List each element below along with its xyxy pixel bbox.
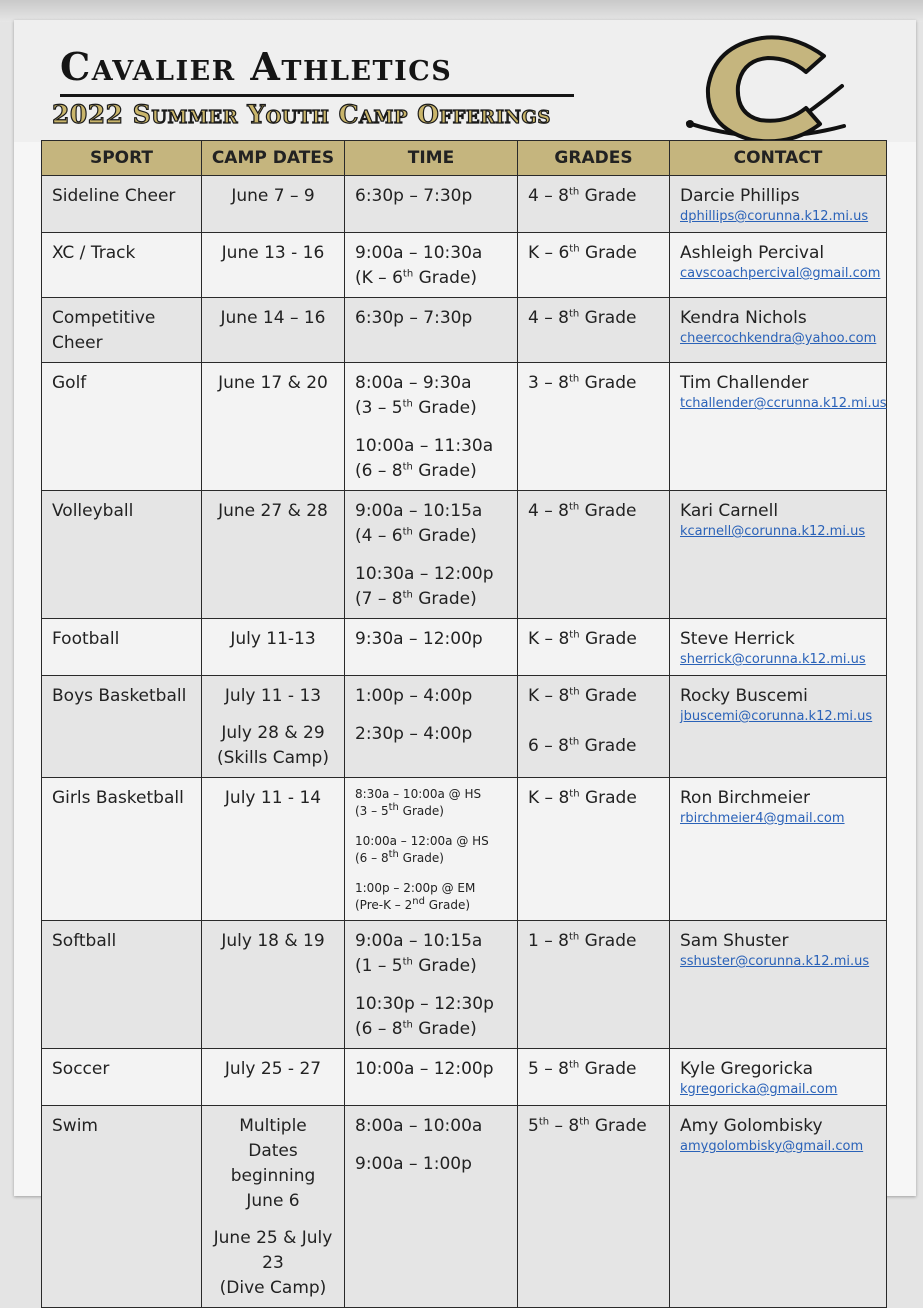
contact-cell [670,1049,887,1106]
top-strip [0,0,923,22]
contact-name: Ashleigh Percival [680,243,825,263]
grade-range: 5 – 8th Grade [528,1059,637,1079]
time-cell [345,491,518,619]
camp-date: June 25 & July 23 (Dive Camp) [213,1228,333,1298]
table-row [42,778,887,921]
camp-dates-cell [202,491,345,619]
sport-cell: Soccer [42,1049,202,1106]
time-cell [345,233,518,298]
contact-cell [670,233,887,298]
time-slot: 6:30p – 7:30p [355,186,473,206]
time-slot: 1:00p – 2:00p @ EM (Pre-K – 2nd Grade) [355,881,476,912]
contact-name: Steve Herrick [680,629,795,649]
contact-name: Kari Carnell [680,501,779,521]
time-cell [345,676,518,778]
contact-email-link[interactable]: amygolombisky@gmail.com [680,1139,864,1154]
time-slot: 1:00p – 4:00p [355,686,473,706]
contact-cell [670,298,887,363]
camp-dates-cell [202,233,345,298]
time-slot: 2:30p – 4:00p [355,724,473,744]
contact-email-link[interactable]: jbuscemi@corunna.k12.mi.us [680,709,873,724]
camp-date: July 28 & 29 (Skills Camp) [217,723,329,768]
column-header-time: TIME [345,141,518,176]
time-cell [345,1106,518,1308]
contact-name: Rocky Buscemi [680,686,808,706]
sport-cell: Girls Basketball [42,778,202,921]
time-slot: 9:00a – 1:00p [355,1154,472,1174]
column-header-sport: SPORT [42,141,202,176]
grade-range: 5th – 8th Grade [528,1116,647,1136]
time-slot: 8:30a – 10:00a @ HS (3 – 5th Grade) [355,787,482,818]
time-cell [345,619,518,676]
table-row [42,1106,887,1308]
camp-date: July 11-13 [230,629,316,649]
grades-cell [518,176,670,233]
table-row [42,233,887,298]
time-cell [345,298,518,363]
contact-cell [670,676,887,778]
time-slot: 10:30a – 12:00p (7 – 8th Grade) [355,564,494,609]
camp-date: June 14 – 16 [220,308,326,328]
time-slot: 9:30a – 12:00p [355,629,483,649]
contact-cell [670,176,887,233]
grades-cell [518,1049,670,1106]
flyer-sheet [14,20,916,1298]
time-slot: 6:30p – 7:30p [355,308,473,328]
contact-cell [670,921,887,1049]
sport-cell: Softball [42,921,202,1049]
time-cell [345,778,518,921]
camp-dates-cell [202,176,345,233]
grade-range: K – 8th Grade [528,788,637,808]
contact-email-link[interactable]: kcarnell@corunna.k12.mi.us [680,524,866,539]
camp-date: June 13 - 16 [221,243,325,263]
time-cell [345,1049,518,1106]
time-slot: 9:00a – 10:30a (K – 6th Grade) [355,243,483,288]
page-subtitle: 2022 Summer Youth Camp Offerings [52,100,551,129]
table-row [42,619,887,676]
camp-date: Multiple Dates beginning June 6 [230,1116,316,1211]
sport-cell: XC / Track [42,233,202,298]
camp-table-body [42,176,887,1308]
table-header-row [42,141,887,176]
table-row [42,1049,887,1106]
table-row [42,298,887,363]
camp-date: June 17 & 20 [218,373,328,393]
contact-cell [670,778,887,921]
grade-range: 3 – 8th Grade [528,373,637,393]
grades-cell [518,676,670,778]
title-underline [60,94,574,97]
time-slot: 10:30p – 12:30p (6 – 8th Grade) [355,994,494,1039]
table-row [42,176,887,233]
table-row [42,491,887,619]
column-header-camp-dates: CAMP DATES [202,141,345,176]
sport-cell: Volleyball [42,491,202,619]
grades-cell [518,921,670,1049]
contact-email-link[interactable]: kgregoricka@gmail.com [680,1082,838,1097]
time-slot: 8:00a – 10:00a [355,1116,483,1136]
grade-range: K – 6th Grade [528,243,637,263]
camp-date: July 11 - 13 [224,686,322,706]
camp-date: July 25 - 27 [224,1059,322,1079]
time-slot: 9:00a – 10:15a (4 – 6th Grade) [355,501,483,546]
contact-email-link[interactable]: sherrick@corunna.k12.mi.us [680,652,866,667]
contact-email-link[interactable]: dphillips@corunna.k12.mi.us [680,209,869,224]
camp-date: June 7 – 9 [231,186,315,206]
contact-cell [670,619,887,676]
contact-name: Sam Shuster [680,931,789,951]
grades-cell [518,233,670,298]
grades-cell [518,778,670,921]
grades-cell [518,1106,670,1308]
contact-email-link[interactable]: sshuster@corunna.k12.mi.us [680,954,870,969]
grades-cell [518,298,670,363]
time-cell [345,176,518,233]
contact-name: Tim Challender [680,373,809,393]
table-row [42,676,887,778]
camp-date: June 27 & 28 [218,501,328,521]
contact-cell [670,491,887,619]
camp-dates-cell [202,619,345,676]
grade-range: K – 8th Grade [528,686,637,706]
sport-cell: Competitive Cheer [42,298,202,363]
contact-name: Ron Birchmeier [680,788,810,808]
time-slot: 10:00a – 12:00p [355,1059,494,1079]
time-slot: 9:00a – 10:15a (1 – 5th Grade) [355,931,483,976]
page-title: Cavalier Athletics [60,44,453,89]
contact-name: Kendra Nichols [680,308,807,328]
camp-table [41,140,887,1308]
contact-name: Kyle Gregoricka [680,1059,814,1079]
contact-cell [670,1106,887,1308]
time-slot: 8:00a – 9:30a (3 – 5th Grade) [355,373,477,418]
sport-cell: Sideline Cheer [42,176,202,233]
contact-email-link[interactable]: tchallender@ccrunna.k12.mi.us [680,396,887,411]
grades-cell [518,491,670,619]
grade-range: 4 – 8th Grade [528,186,637,206]
camp-dates-cell [202,921,345,1049]
time-slot: 10:00a – 11:30a (6 – 8th Grade) [355,436,494,481]
sport-cell: Football [42,619,202,676]
sport-cell: Boys Basketball [42,676,202,778]
camp-dates-cell [202,676,345,778]
time-cell [345,921,518,1049]
contact-name: Darcie Phillips [680,186,800,206]
camp-dates-cell [202,298,345,363]
grade-range: K – 8th Grade [528,629,637,649]
camp-dates-cell [202,1106,345,1308]
table-row [42,921,887,1049]
camp-date: July 11 - 14 [224,788,322,808]
grades-cell [518,363,670,491]
grade-range: 4 – 8th Grade [528,501,637,521]
contact-cell [670,363,887,491]
contact-name: Amy Golombisky [680,1116,823,1136]
table-row [42,363,887,491]
camp-dates-cell [202,778,345,921]
sport-cell: Swim [42,1106,202,1308]
camp-dates-cell [202,363,345,491]
time-cell [345,363,518,491]
grade-range: 1 – 8th Grade [528,931,637,951]
contact-email-link[interactable]: cavscoachpercival@gmail.com [680,266,881,281]
grades-cell [518,619,670,676]
grade-range: 4 – 8th Grade [528,308,637,328]
time-slot: 10:00a – 12:00a @ HS (6 – 8th Grade) [355,834,489,865]
camp-date: July 18 & 19 [221,931,325,951]
sport-cell: Golf [42,363,202,491]
column-header-grades: GRADES [518,141,670,176]
contact-email-link[interactable]: cheercochkendra@yahoo.com [680,331,877,346]
camp-dates-cell [202,1049,345,1106]
column-header-contact: CONTACT [670,141,887,176]
contact-email-link[interactable]: rbirchmeier4@gmail.com [680,811,845,826]
grade-range: 6 – 8th Grade [528,736,637,756]
